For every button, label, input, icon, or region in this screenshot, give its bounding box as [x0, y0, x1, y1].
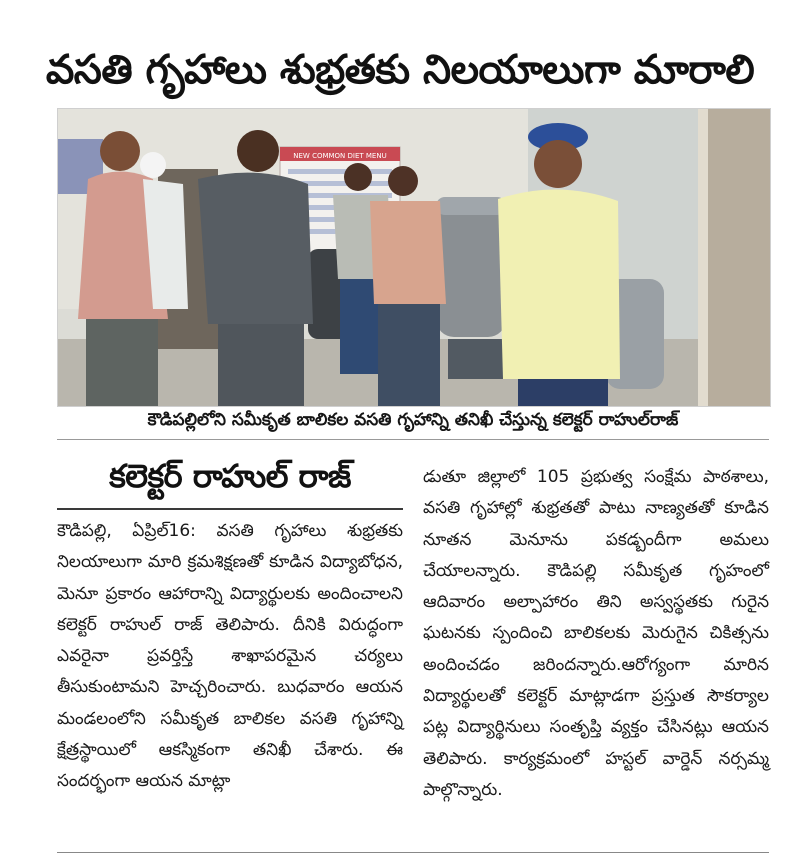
bottom-rule [57, 852, 769, 853]
photo-caption: కౌడిపల్లిలోని సమీకృత బాలికల వసతి గృహాన్ని తనిఖీ చేస్తున్న కలెక్టర్ రాహుల్‌రాజ్ [57, 405, 769, 440]
article-column-right [423, 462, 769, 806]
column-left-text: కౌడిపల్లి, ఏప్రిల్16: వసతి గృహాలు శుభ్రతకు నిలయాలుగా మారి క్రమశిక్షణతో కూడిన విద్యాబోధన, మెనూ ప్రకారం ఆహారాన్ని విద్యార్థులకు అందించాలని కలెక్టర్ రాహుల్ రాజ్ తెలిపారు. దీనికి విరుద్ధంగా ఎవరైనా ప్రవర్తిస్తే శాఖాపరమైన చర్యలు తీసుకుంటామని హెచ్చరించారు. బుధవారం ఆయన మండలంలోని సమీకృత బాలికల వసతి గృహాన్ని క్షేత్రస్థాయిలో ఆకస్మికంగా తనిఖీ చేశారు. ఈ సందర్భంగా ఆయన మాట్లా [57, 521, 403, 792]
headline: వసతి గృహాలు శుభ్రతకు నిలయాలుగా మారాలి [45, 47, 755, 93]
article-column-left [57, 516, 403, 798]
subheadline: కలెక్టర్ రాహుల్ రాజ్ [57, 452, 403, 510]
column-right-text: డుతూ జిల్లాలో 105 ప్రభుత్వ సంక్షేమ పాఠశాలు, వసతి గృహాల్లో శుభ్రతతో పాటు నాణ్యతతో కూడిన నూతన మెనూను పకడ్బందీగా అమలు చేయాలన్నారు. కౌడిపల్లి సమీకృత గృహంలో ఆదివారం అల్పాహారం తిని అస్వస్థతకు గురైన ఘటనకు స్పందించి బాలికలకు మెరుగైన చికిత్సను అందించడం జరిందన్నారు.ఆరోగ్యంగా మారిన విద్యార్థులతో కలెక్టర్ మాట్లాడగా ప్రస్తుత సౌకర్యాల పట్ల విద్యార్థినులు సంతృప్తి వ్యక్తం చేసినట్లు ఆయన తెలిపారు. కార్యక్రమంలో హస్టల్ వార్డెన్ నర్సమ్మ పాల్గొన్నారు. [423, 467, 769, 800]
news-photo [57, 108, 771, 407]
photo-sign-text: NEW COMMON DIET MENU [293, 152, 387, 160]
